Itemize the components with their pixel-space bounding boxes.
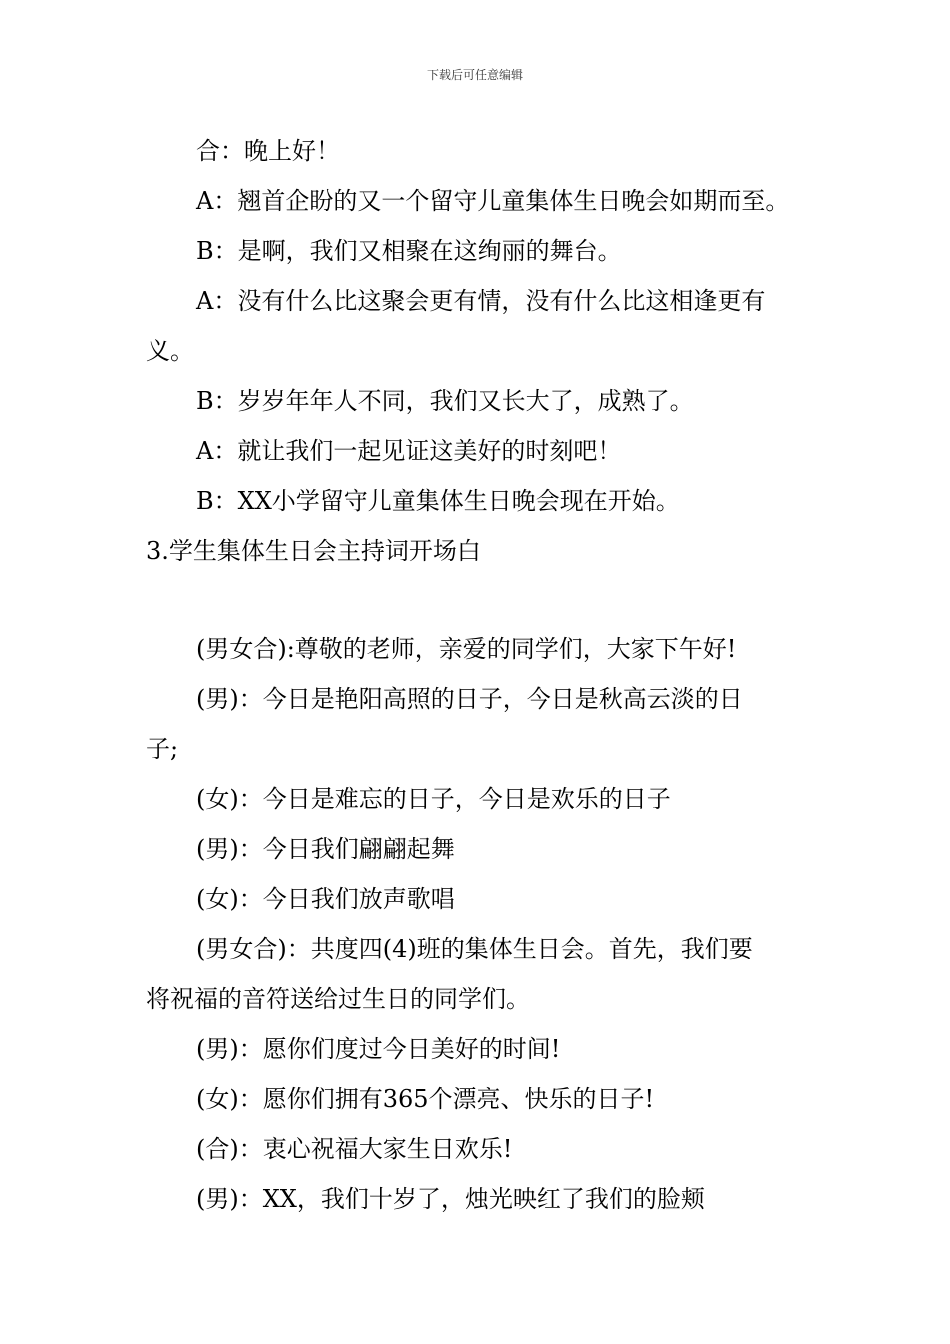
- section-heading: 3.学生集体生日会主持词开场白: [146, 537, 481, 565]
- text-line: 义。: [146, 337, 194, 365]
- text-line: A：翘首企盼的又一个留守儿童集体生日晚会如期而至。: [196, 187, 790, 215]
- text-line: 子;: [146, 735, 179, 763]
- text-line: A：就让我们一起见证这美好的时刻吧！: [196, 437, 622, 465]
- text-line: (男)：XX，我们十岁了，烛光映红了我们的脸颊: [196, 1185, 705, 1213]
- text-line: (女)：今日是难忘的日子，今日是欢乐的日子: [196, 785, 671, 813]
- text-line: (男)：今日是艳阳高照的日子，今日是秋高云淡的日: [196, 685, 743, 713]
- text-line: 合：晚上好！: [196, 137, 340, 165]
- text-line: (合)：衷心祝福大家生日欢乐!: [196, 1135, 513, 1163]
- text-line: B：岁岁年年人不同，我们又长大了，成熟了。: [196, 387, 694, 415]
- text-line: (男女合):尊敬的老师，亲爱的同学们，大家下午好!: [196, 635, 737, 663]
- text-line: (女)：今日我们放声歌唱: [196, 885, 455, 913]
- text-line: (女)：愿你们拥有365个漂亮、快乐的日子!: [196, 1085, 655, 1113]
- page-header: 下载后可任意编辑: [426, 68, 523, 82]
- text-line: (男)：愿你们度过今日美好的时间!: [196, 1035, 561, 1063]
- text-line: 将祝福的音符送给过生日的同学们。: [146, 985, 530, 1013]
- text-line: (男)：今日我们翩翩起舞: [196, 835, 455, 863]
- text-line: B：XX小学留守儿童集体生日晚会现在开始。: [196, 487, 680, 515]
- text-line: (男女合)：共度四(4)班的集体生日会。首先，我们要: [196, 935, 753, 963]
- text-line: B：是啊，我们又相聚在这绚丽的舞台。: [196, 237, 622, 265]
- text-line: A：没有什么比这聚会更有情，没有什么比这相逢更有: [196, 287, 766, 315]
